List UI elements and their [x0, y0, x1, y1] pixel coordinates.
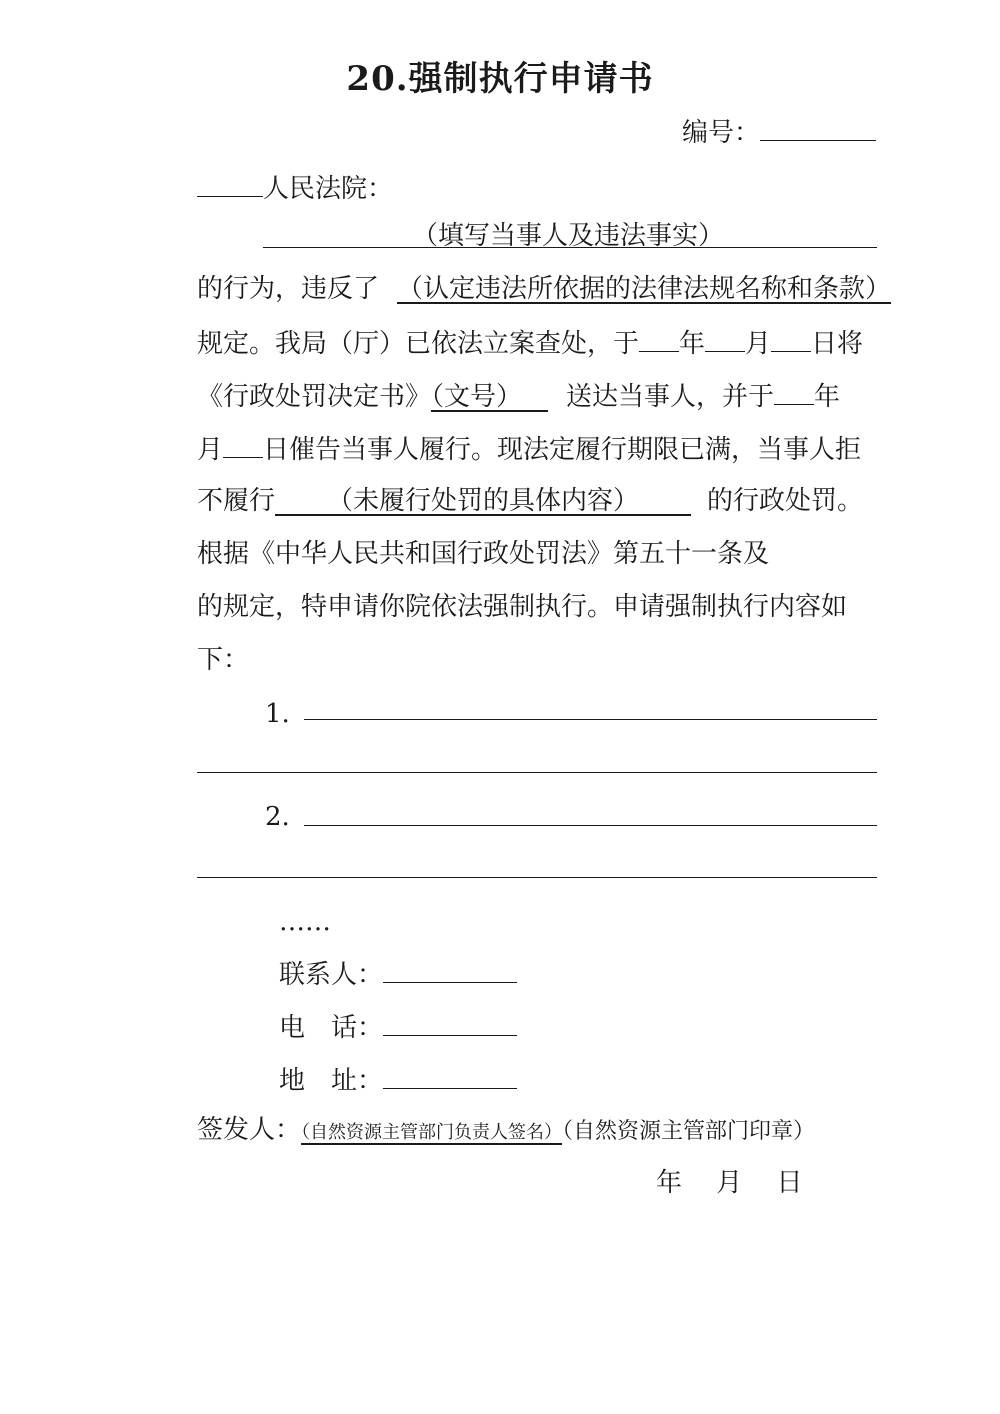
- law-basis-hint: （认定违法所依据的法律法规名称和条款）: [397, 274, 892, 304]
- year-label: 年: [814, 382, 841, 412]
- day-label: 日将: [811, 329, 864, 359]
- date-line: 年 月 日: [656, 1168, 803, 1198]
- unfulfilled-content-hint: （未履行处罚的具体内容）: [327, 486, 640, 516]
- served-text: 送达当事人，并于: [566, 382, 775, 412]
- line-unfulfilled: [197, 484, 863, 518]
- number-label: 编号：: [682, 118, 761, 148]
- line-law: 根据《中华人民共和国行政处罚法》第五十一条及: [197, 539, 770, 569]
- line-request: 的规定，特申请你院依法强制执行。申请强制执行内容如: [197, 592, 848, 622]
- year-label: 年: [679, 329, 706, 359]
- unfulfilled-lead: 不履行: [197, 486, 276, 516]
- decision-doc: 《行政处罚决定书》: [197, 382, 432, 412]
- phone-row: [279, 1009, 517, 1045]
- penalty-text: 的行政处罚。: [707, 486, 864, 516]
- line-urge: [197, 431, 861, 467]
- urge-day-blank[interactable]: [223, 431, 263, 458]
- number-blank[interactable]: [760, 114, 876, 141]
- month-label: 月: [745, 329, 772, 359]
- urge-year-blank[interactable]: [774, 378, 814, 405]
- address-row: [279, 1062, 517, 1098]
- document-title: 20.强制执行申请书: [346, 59, 654, 99]
- line-decision: [197, 378, 840, 414]
- signer-row: [197, 1113, 815, 1150]
- month-label: 月: [197, 435, 224, 465]
- item-1-line-2[interactable]: [197, 772, 877, 773]
- item-1-number: 1.: [265, 699, 290, 729]
- phone-label: 电 话：: [279, 1013, 384, 1043]
- contact-label: 联系人：: [279, 960, 384, 990]
- line-below: 下：: [197, 645, 250, 675]
- court-label: 人民法院：: [263, 174, 394, 204]
- address-blank[interactable]: [383, 1062, 517, 1089]
- urge-text: 日催告当事人履行。现法定履行期限已满，当事人拒: [263, 435, 862, 465]
- address-label: 地 址：: [279, 1066, 384, 1096]
- signer-label: 签发人：: [197, 1115, 302, 1145]
- filing-text: 规定。我局（厅）已依法立案查处，于: [197, 329, 640, 359]
- court-blank[interactable]: [197, 170, 263, 197]
- item-1-line[interactable]: [304, 719, 877, 720]
- contact-row: [279, 956, 517, 992]
- contact-blank[interactable]: [383, 956, 517, 983]
- facts-hint: （填写当事人及违法事实）: [412, 221, 725, 251]
- filing-day-blank[interactable]: [771, 325, 811, 352]
- phone-blank[interactable]: [383, 1009, 517, 1036]
- ellipsis: ……: [279, 907, 331, 937]
- signer-signature-hint: （自然资源主管部门负责人签名）: [301, 1122, 563, 1143]
- line-violation: [197, 272, 891, 306]
- violation-lead: 的行为，违反了: [197, 274, 380, 304]
- line-filing: [197, 325, 863, 361]
- filing-year-blank[interactable]: [639, 325, 679, 352]
- item-2-line[interactable]: [304, 825, 877, 826]
- item-2-line-2[interactable]: [197, 877, 877, 878]
- doc-number-hint: （文号）: [431, 382, 523, 412]
- number-row: [682, 114, 876, 150]
- seal-hint: （自然资源主管部门印章）: [562, 1119, 816, 1144]
- court-row: [197, 170, 393, 206]
- item-2-number: 2.: [265, 802, 290, 832]
- filing-month-blank[interactable]: [705, 325, 745, 352]
